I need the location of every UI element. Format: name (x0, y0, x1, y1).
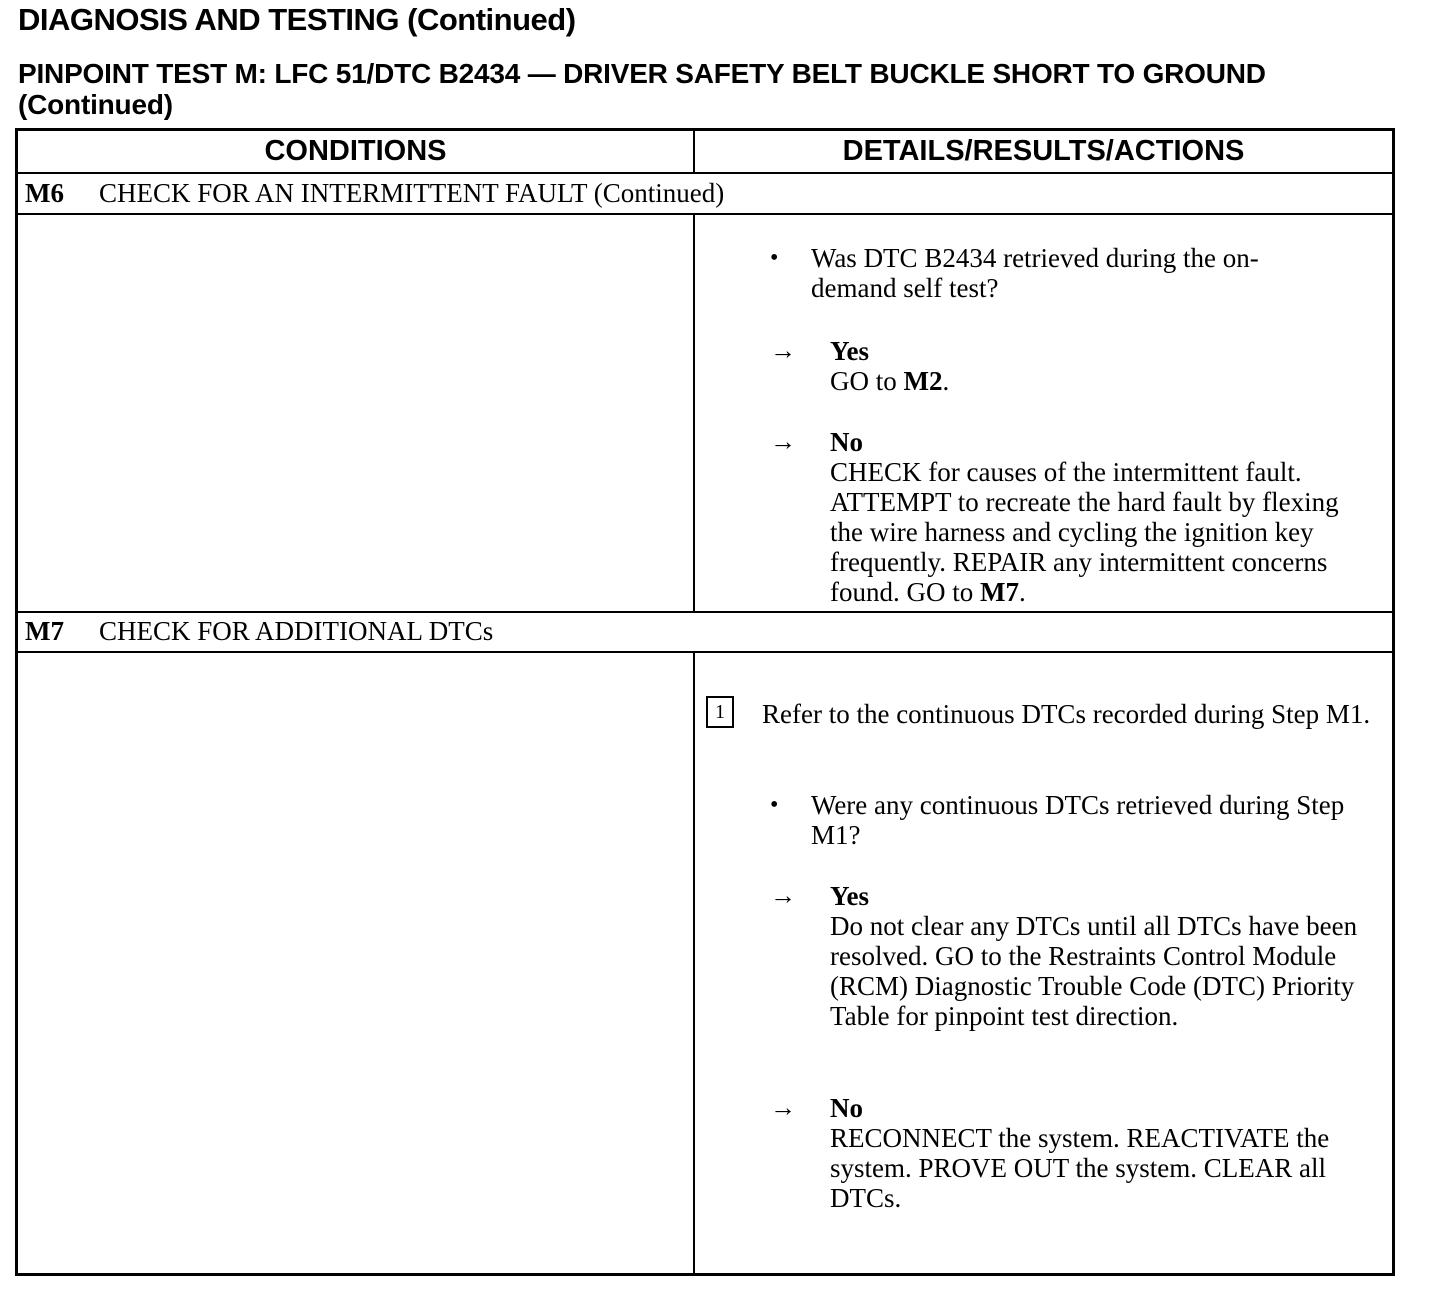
m6-no-action-ref: M7 (980, 577, 1019, 607)
m7-no-block (830, 1093, 1360, 1213)
m6-column-divider (693, 214, 695, 612)
m7-step-id: M7 (25, 616, 64, 646)
m7-no-label: No (830, 1093, 863, 1123)
m7-question: Were any continuous DTCs retrieved during Step M1? (811, 790, 1345, 850)
m6-title-divider (18, 213, 1392, 215)
bullet-icon: • (770, 792, 779, 818)
m7-yes-action: Do not clear any DTCs until all DTCs have been resolved. GO to the Restraints Control Module (RCM) Diagnostic Trouble Code (DTC) Priority Table for pinpoint test direction. (830, 911, 1358, 1031)
m7-yes-label: Yes (830, 881, 869, 911)
m6-no-action: CHECK for causes of the intermittent fault. ATTEMPT to recreate the hard fault by flexing the wire harness and cycling the ignition key frequently. REPAIR any intermittent concerns found. GO to M7. (830, 457, 1339, 607)
m7-column-divider (693, 652, 695, 1273)
m6-step-title: CHECK FOR AN INTERMITTENT FAULT (Continued) (99, 178, 725, 208)
m6-no-block (830, 427, 1375, 607)
m7-title-divider (18, 651, 1392, 653)
m6-yes-block (830, 336, 1370, 396)
m6-step-id: M6 (25, 178, 64, 208)
arrow-right-icon: → (770, 1093, 796, 1122)
m7-no-action: RECONNECT the system. REACTIVATE the system. PROVE OUT the system. CLEAR all DTCs. (830, 1123, 1330, 1213)
m7-step-row (25, 616, 493, 647)
step-number-box: 1 (706, 696, 734, 728)
page-title: DIAGNOSIS AND TESTING (Continued) (18, 2, 576, 37)
m7-step-title: CHECK FOR ADDITIONAL DTCs (99, 616, 494, 646)
m6-yes-action: GO to M2. (830, 366, 950, 396)
details-header: DETAILS/RESULTS/ACTIONS (842, 135, 1245, 167)
m6-step-row (25, 178, 724, 209)
m6-no-label: No (830, 427, 863, 457)
arrow-right-icon: → (770, 336, 796, 365)
m7-yes-block (830, 881, 1375, 1031)
conditions-header: CONDITIONS (264, 135, 447, 167)
pinpoint-test-title: PINPOINT TEST M: LFC 51/DTC B2434 — DRIVER SAFETY BELT BUCKLE SHORT TO GROUND (Continued) (18, 58, 1266, 120)
bullet-icon: • (770, 245, 779, 271)
m6-yes-action-ref: M2 (903, 366, 943, 396)
arrow-right-icon: → (770, 427, 796, 456)
m7-top-divider (18, 611, 1392, 613)
m6-yes-label: Yes (830, 336, 869, 366)
m7-step-text: Refer to the continuous DTCs recorded during Step M1. (762, 699, 1371, 729)
pinpoint-test-table (15, 128, 1395, 1276)
header-divider (18, 172, 1392, 174)
arrow-right-icon: → (770, 881, 796, 910)
m6-question: Was DTC B2434 retrieved during the on-demand self test? (811, 243, 1259, 303)
